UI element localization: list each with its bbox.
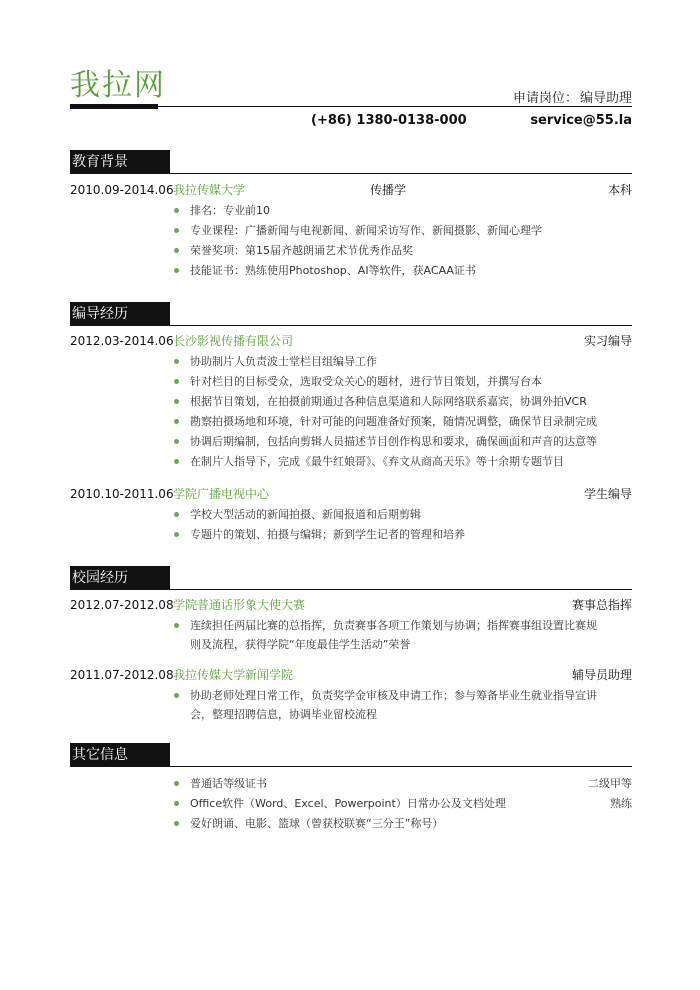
applicant-name: 我拉网 (70, 68, 166, 103)
bullet-dot-icon (174, 419, 179, 424)
job-role: 学生编导 (583, 487, 632, 501)
section-education (70, 150, 632, 174)
bullet-dot-icon (174, 359, 179, 364)
company-name: 长沙影视传播有限公司 (173, 334, 294, 348)
section-title: 教育背景 (70, 150, 170, 174)
section-title: 其它信息 (70, 743, 170, 767)
bullet-dot-icon (174, 439, 179, 444)
email-address: service@55.la (530, 113, 632, 128)
level-value: 二级甲等 (588, 777, 632, 790)
list-item-line: 则及流程，获得学院“年度最佳学生活动”荣誉 (190, 638, 411, 651)
section-other (70, 743, 632, 767)
bullet-dot-icon (174, 228, 179, 233)
education-row (70, 180, 632, 200)
bullet-dot-icon (174, 268, 179, 273)
section-rule (70, 766, 632, 767)
section-directing (70, 302, 632, 326)
section-rule (70, 173, 632, 174)
bullet-dot-icon (174, 801, 179, 806)
bullet-dot-icon (174, 781, 179, 786)
date-range: 2012.07-2012.08 (70, 598, 174, 612)
job-row (70, 331, 632, 351)
list-item-line: 连续担任两届比赛的总指挥，负责赛事各项工作策划与协调；指挥赛事组设置比赛规 (190, 619, 597, 632)
level-value: 熟练 (610, 797, 632, 810)
bullet-dot-icon (174, 623, 179, 628)
phone-number: (+86) 1380-0138-000 (311, 113, 467, 128)
degree: 本科 (607, 183, 632, 197)
job-label: 申请岗位： (512, 91, 578, 106)
bullet-dot-icon (174, 532, 179, 537)
activity-role: 辅导员助理 (571, 668, 632, 682)
date-range: 2012.03-2014.06 (70, 334, 174, 348)
bullet-dot-icon (174, 379, 179, 384)
section-rule (70, 325, 632, 326)
bullet-dot-icon (174, 208, 179, 213)
bullet-dot-icon (174, 512, 179, 517)
date-range: 2010.10-2011.06 (70, 487, 174, 501)
list-item-line: 会，整理招聘信息，协调毕业留校流程 (190, 708, 377, 721)
date-range: 2011.07-2012.08 (70, 668, 174, 682)
company-name: 学院广播电视中心 (173, 487, 270, 501)
campus-row (70, 665, 632, 685)
job-value: 编导助理 (579, 91, 632, 106)
list-item-line: 协助老师处理日常工作，负责奖学金审核及申请工作；参与筹备毕业生就业指导宣讲 (190, 689, 597, 702)
activity-name: 学院普通话形象大使大赛 (173, 598, 306, 612)
school-name: 我拉传媒大学 (173, 183, 246, 197)
section-title: 校园经历 (70, 566, 170, 590)
date-range: 2010.09-2014.06 (70, 183, 174, 197)
job-role: 实习编导 (583, 334, 632, 348)
activity-role: 赛事总指挥 (571, 598, 632, 612)
section-campus (70, 566, 632, 590)
job-row (70, 484, 632, 504)
list-item (170, 686, 632, 726)
bullet-dot-icon (174, 693, 179, 698)
list-item (170, 616, 632, 656)
section-rule (70, 589, 632, 590)
bullet-dot-icon (174, 459, 179, 464)
activity-name: 我拉传媒大学新闻学院 (173, 668, 294, 682)
major: 传播学 (370, 183, 407, 197)
bullet-dot-icon (174, 399, 179, 404)
campus-row (70, 595, 632, 615)
header-accent-bar (70, 104, 158, 109)
bullet-dot-icon (174, 248, 179, 253)
job-target (513, 87, 632, 106)
bullet-dot-icon (174, 821, 179, 826)
section-title: 编导经历 (70, 302, 170, 326)
